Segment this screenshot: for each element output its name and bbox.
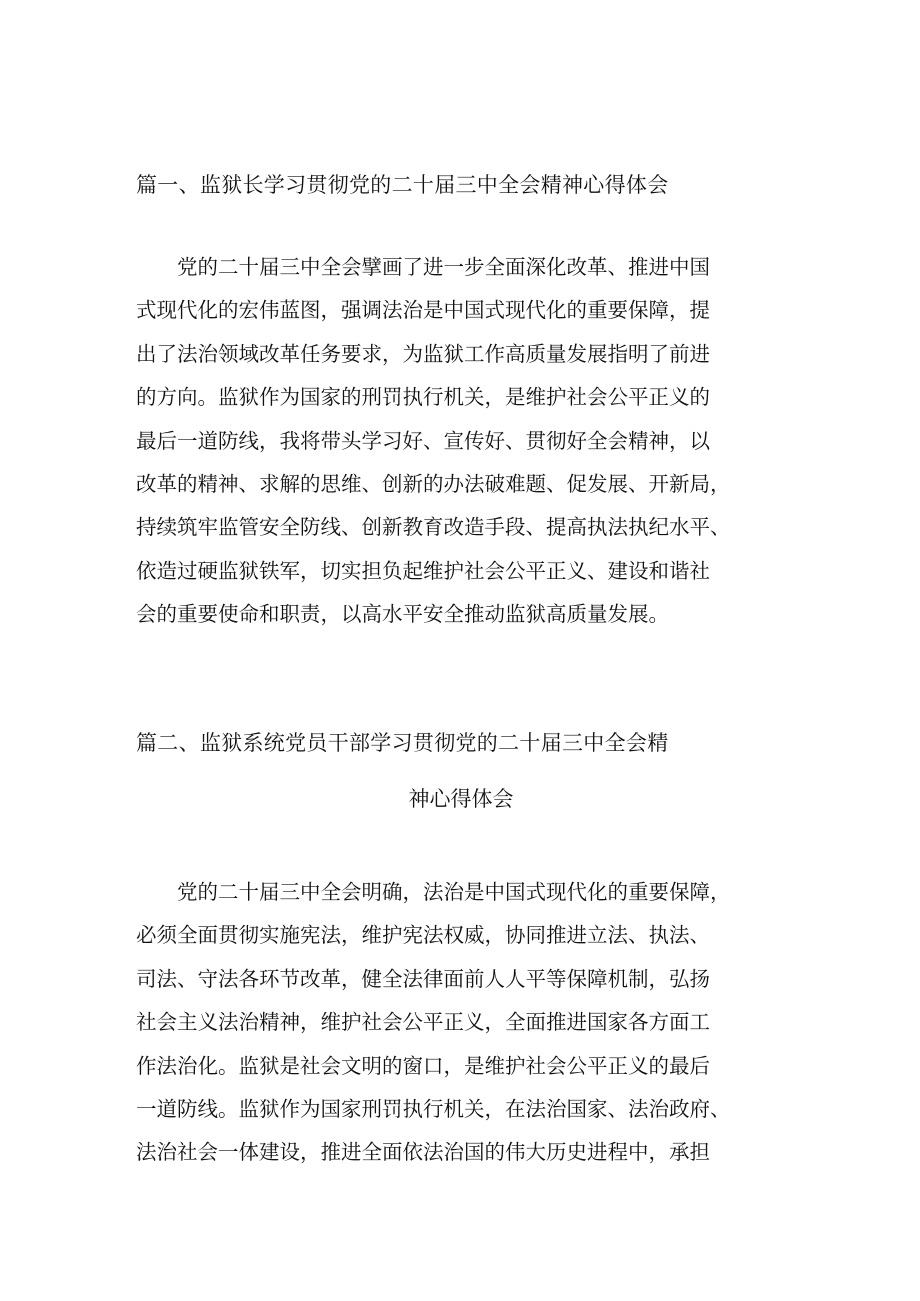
section-2-title: 篇二、监狱系统党员干部学习贯彻党的二十届三中全会精 (136, 731, 669, 755)
section-1-paragraph (136, 246, 786, 637)
paragraph-line: 一道防线。监狱作为国家刑罚执行机关，在法治国家、法治政府、 (136, 1096, 731, 1121)
paragraph-line: 社会主义法治精神，维护社会公平正义，全面推进国家各方面工 (136, 1010, 710, 1035)
paragraph-line: 党的二十届三中全会明确，法治是中国式现代化的重要保障， (136, 880, 731, 904)
paragraph-line: 党的二十届三中全会擘画了进一步全面深化改革、推进中国 (136, 255, 710, 279)
paragraph-line: 出了法治领域改革任务要求，为监狱工作高质量发展指明了前进 (136, 341, 710, 366)
paragraph-line: 式现代化的宏伟蓝图，强调法治是中国式现代化的重要保障，提 (136, 298, 710, 323)
section-1-title: 篇一、监狱长学习贯彻党的二十届三中全会精神心得体会 (136, 173, 669, 197)
paragraph-line: 依造过硬监狱铁军，切实担负起维护社会公平正义、建设和谐社 (136, 558, 710, 583)
section-2-paragraph (136, 871, 786, 1175)
paragraph-line: 的方向。监狱作为国家的刑罚执行机关，是维护社会公平正义的 (136, 385, 710, 410)
paragraph-line: 会的重要使命和职责，以高水平安全推动监狱高质量发展。 (136, 602, 669, 627)
section-2-title-continuation: 神心得体会 (408, 787, 514, 811)
paragraph-line: 最后一道防线，我将带头学习好、宣传好、贯彻好全会精神，以 (136, 428, 710, 453)
paragraph-line: 作法治化。监狱是社会文明的窗口，是维护社会公平正义的最后 (136, 1053, 710, 1078)
paragraph-line: 必须全面贯彻实施宪法，维护宪法权威，协同推进立法、执法、 (136, 923, 710, 948)
paragraph-line: 持续筑牢监管安全防线、创新教育改造手段、提高执法执纪水平、 (136, 515, 731, 540)
paragraph-line: 改革的精神、求解的思维、创新的办法破难题、促发展、开新局， (136, 471, 731, 496)
paragraph-line: 法治社会一体建设，推进全面依法治国的伟大历史进程中，承担 (136, 1140, 710, 1165)
paragraph-line: 司法、守法各环节改革，健全法律面前人人平等保障机制，弘扬 (136, 966, 710, 991)
